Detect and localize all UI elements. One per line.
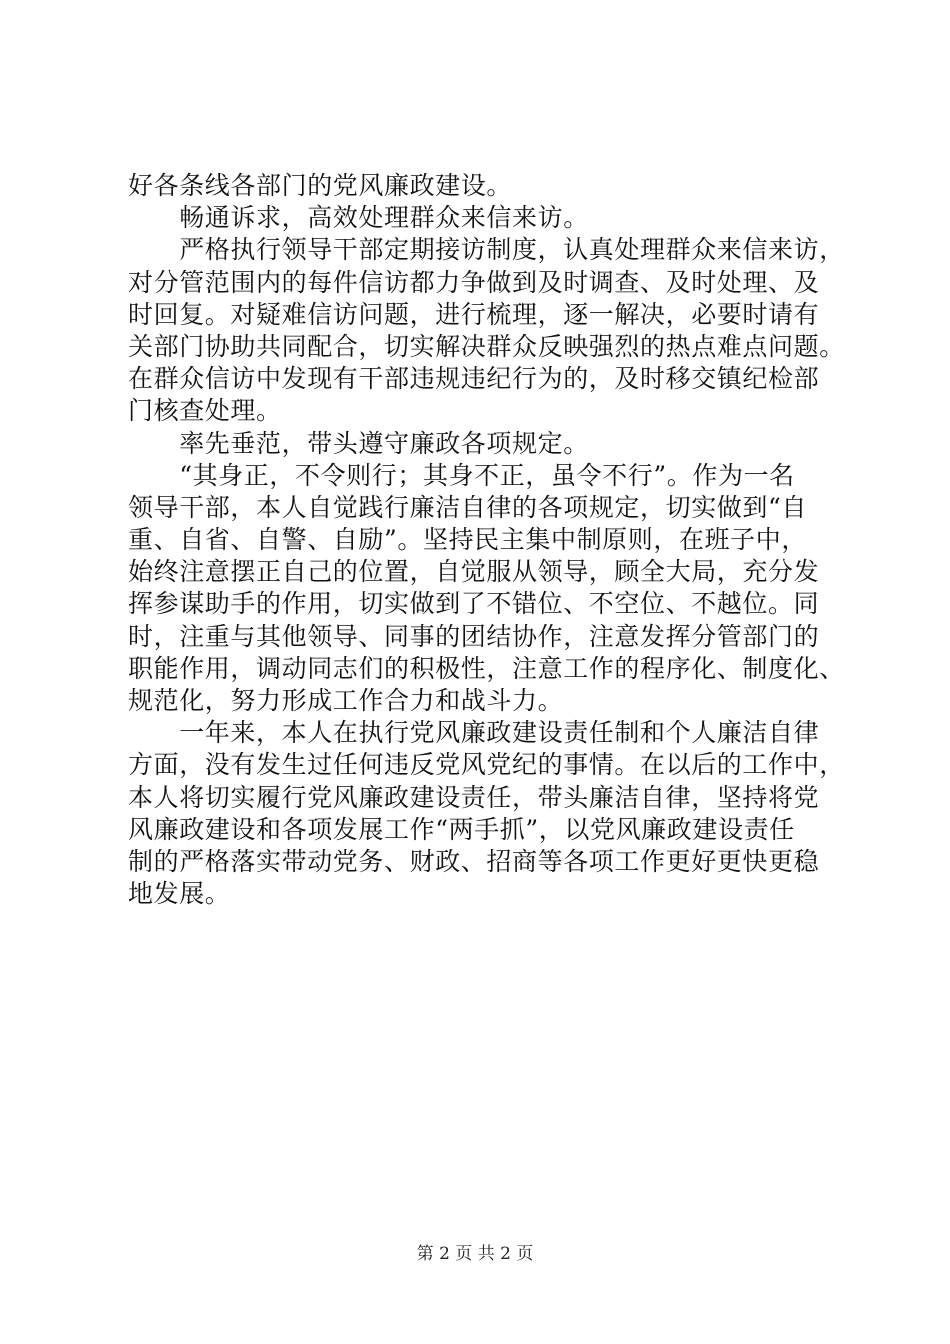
text-line: 对分管范围内的每件信访都力争做到及时调查、及时处理、及	[128, 267, 820, 297]
document-body	[128, 170, 845, 910]
text-line: 规范化，努力形成工作合力和战斗力。	[128, 686, 564, 715]
text-line: 时回复。对疑难信访问题，进行梳理，逐一解决，必要时请有	[128, 299, 820, 329]
text-line: 重、自省、自警、自励”。坚持民主集中制原则，在班子中，	[128, 525, 807, 555]
text-line: 一年来，本人在执行党风廉政建设责任制和个人廉洁自律	[128, 718, 820, 748]
text-line: 地发展。	[128, 879, 231, 909]
text-line: 关部门协助共同配合，切实解决群众反映强烈的热点难点问题。	[128, 331, 845, 361]
page-number: 第 2 页 共 2 页	[416, 1244, 534, 1264]
text-line: 畅通诉求，高效处理群众来信来访。	[128, 203, 589, 233]
text-line: 挥参谋助手的作用，切实做到了不错位、不空位、不越位。同	[128, 589, 820, 619]
text-line: 始终注意摆正自己的位置，自觉服从领导，顾全大局，充分发	[128, 557, 820, 587]
text-line: 时，注重与其他领导、同事的团结协作，注意发挥分管部门的	[128, 621, 820, 651]
text-line: 方面，没有发生过任何违反党风党纪的事情。在以后的工作中，	[128, 750, 845, 780]
page-footer	[0, 1243, 950, 1265]
text-line: 制的严格落实带动党务、财政、招商等各项工作更好更快更稳	[128, 846, 820, 876]
text-line: 率先垂范，带头遵守廉政各项规定。	[128, 428, 589, 458]
text-line: 好各条线各部门的党风廉政建设。	[128, 171, 513, 200]
text-line: 风廉政建设和各项发展工作“两手抓”，以党风廉政建设责任	[128, 814, 795, 844]
text-line: “其身正，不令则行；其身不正，虽令不行”。作为一名	[128, 460, 795, 490]
text-line: 职能作用，调动同志们的积极性，注意工作的程序化、制度化、	[128, 653, 845, 683]
text-line: 在群众信访中发现有干部违规违纪行为的，及时移交镇纪检部	[128, 364, 820, 394]
text-line: 本人将切实履行党风廉政建设责任，带头廉洁自律，坚持将党	[128, 782, 820, 812]
text-line: 领导干部，本人自觉践行廉洁自律的各项规定，切实做到“自	[128, 492, 807, 522]
text-line: 严格执行领导干部定期接访制度，认真处理群众来信来访，	[128, 235, 845, 265]
text-line: 门核查处理。	[128, 396, 282, 426]
